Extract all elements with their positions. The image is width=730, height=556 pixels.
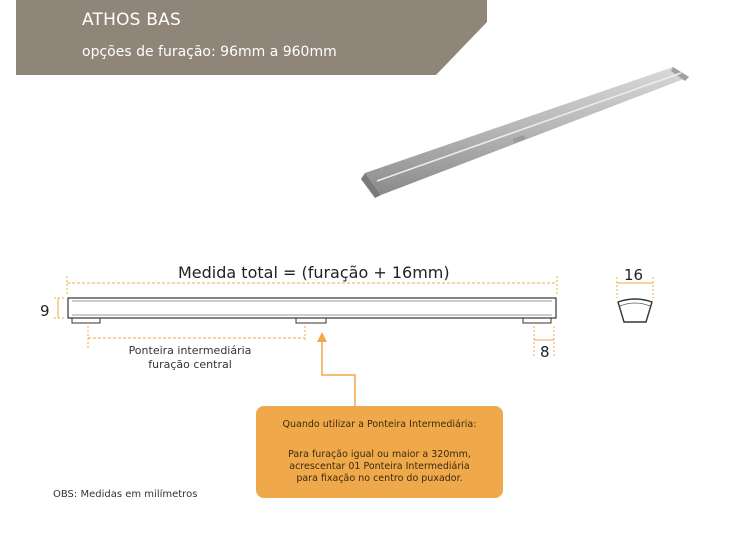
measurement-note: OBS: Medidas em milímetros bbox=[53, 489, 198, 500]
height-dimension-label: 9 bbox=[40, 302, 50, 320]
ponteira-label bbox=[110, 344, 270, 372]
callout-line: para fixação no centro do puxador. bbox=[296, 473, 463, 484]
end-offset-dimension-label: 8 bbox=[540, 343, 550, 361]
width-dimension-label: 16 bbox=[624, 266, 644, 284]
total-measure-label: Medida total = (furação + 16mm) bbox=[178, 263, 450, 282]
end-cap-right bbox=[523, 318, 551, 323]
callout-title: Quando utilizar a Ponteira Intermediária: bbox=[282, 419, 477, 430]
cross-section-profile bbox=[618, 299, 652, 322]
callout-line: acrescentar 01 Ponteira Intermediária bbox=[289, 461, 470, 472]
middle-cap bbox=[296, 318, 326, 323]
end-cap-left bbox=[72, 318, 100, 323]
ponteira-label-line2: furação central bbox=[148, 358, 232, 371]
ponteira-label-line1: Ponteira intermediária bbox=[128, 344, 252, 357]
product-title: ATHOS BAS bbox=[82, 10, 181, 30]
drilling-options-subtitle: opções de furação: 96mm a 960mm bbox=[82, 44, 337, 60]
callout-line: Para furação igual ou maior a 320mm, bbox=[288, 449, 471, 460]
ponteira-callout-box bbox=[256, 406, 503, 498]
